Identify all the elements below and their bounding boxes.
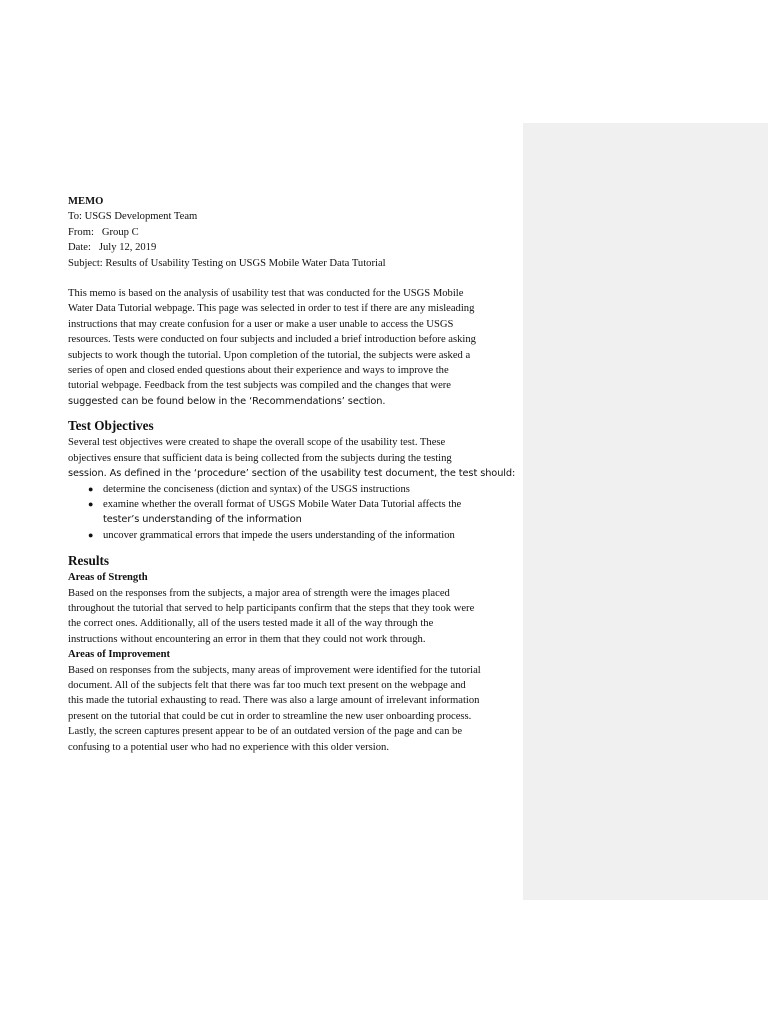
improvement-line: this made the tutorial exhausting to read. There was also a large amount of irrelevant information [68,695,480,707]
intro-line: resources. Tests were conducted on four subjects and included a brief introduction before asking [68,334,476,346]
improvement-line: document. All of the subjects felt that there was far too much text present on the webpage and [68,679,466,691]
improvement-paragraph [68,663,516,755]
improvement-line: confusing to a potential user who had no experience with this older version. [68,741,389,753]
list-item-text: determine the conciseness (diction and syntax) of the USGS instructions [103,483,410,495]
strength-line: the correct ones. Additionally, all of the users tested made it all of the way through the [68,618,434,630]
list-item-text: uncover grammatical errors that impede the users understanding of the information [103,529,455,541]
intro-paragraph [68,286,516,409]
memo-document [68,194,516,755]
list-item [68,528,516,543]
improvement-line: Lastly, the screen captures present appear to be of an outdated version of the page and can be [68,726,463,738]
intro-line: series of open and closed ended questions about their experience and ways to improve the [68,365,449,377]
list-item-text: examine whether the overall format of USGS Mobile Water Data Tutorial affects the [103,498,462,510]
intro-line: suggested can be found below in the ‘Recommendations’ section. [68,395,386,407]
objectives-list [68,482,516,544]
improvement-subheading: Areas of Improvement [68,649,170,661]
memo-from: From: Group C [68,226,139,238]
strength-line: throughout the tutorial that served to help participants confirm that the steps that they took were [68,602,475,614]
memo-label: MEMO [68,196,104,207]
list-item [68,482,516,497]
intro-line: subjects to work though the tutorial. Upon completion of the tutorial, the subjects were asked a [68,349,471,361]
intro-line: instructions that may create confusion for a user or make a user unable to access the USGS [68,318,454,330]
memo-to: To: USGS Development Team [68,211,198,223]
strength-line: Based on the responses from the subjects, a major area of strength were the images placed [68,587,450,599]
strength-line: instructions without encountering an error in them that they could not work through. [68,633,426,645]
objectives-line: Several test objectives were created to shape the overall scope of the usability test. These [68,437,446,449]
list-item-text-continued: tester’s understanding of the information [103,514,302,526]
intro-line: Water Data Tutorial webpage. This page was selected in order to test if there are any misleading [68,303,475,315]
memo-date: Date: July 12, 2019 [68,242,157,254]
bullet-icon: ● [88,498,94,509]
intro-line: tutorial webpage. Feedback from the test subjects was compiled and the changes that were [68,380,452,392]
objectives-line: objectives ensure that sufficient data is being collected from the subjects during the testing [68,452,452,464]
memo-subject: Subject: Results of Usability Testing on USGS Mobile Water Data Tutorial [68,257,386,269]
intro-line: This memo is based on the analysis of usability test that was conducted for the USGS Mobile [68,288,464,300]
list-item [68,497,516,528]
improvement-line: Based on responses from the subjects, many areas of improvement were identified for the tutorial [68,664,481,676]
objectives-line: session. As defined in the ‘procedure’ section of the usability test document, the test should: [68,468,516,480]
bullet-icon: ● [88,529,94,540]
comment-margin-pane [523,123,768,900]
objectives-paragraph [68,435,516,481]
strength-paragraph [68,586,516,648]
results-heading: Results [68,553,110,569]
bullet-icon: ● [88,483,94,494]
strength-subheading: Areas of Strength [68,572,148,584]
improvement-line: present on the tutorial that could be cut in order to streamline the new user onboarding process. [68,710,472,722]
objectives-heading: Test Objectives [68,418,154,434]
